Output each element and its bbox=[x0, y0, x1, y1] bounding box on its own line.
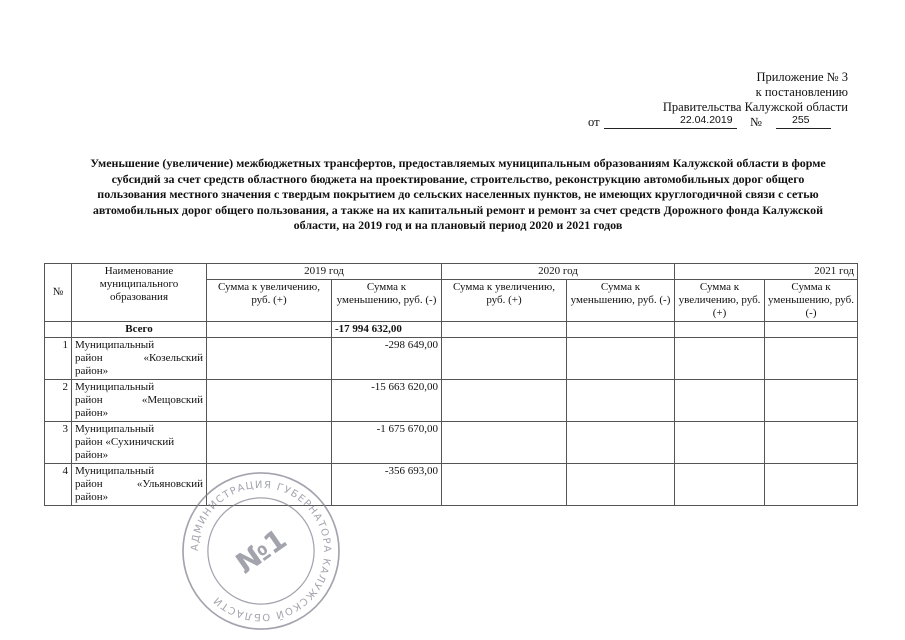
header-2019-decrease: Сумма к уменьшению, руб. (-) bbox=[332, 280, 442, 322]
row-number: 3 bbox=[45, 422, 72, 464]
appendix-line2: к постановлению bbox=[755, 85, 848, 99]
decree-reference bbox=[588, 115, 848, 132]
total-row bbox=[45, 322, 858, 338]
number-label: № bbox=[750, 115, 762, 129]
row-name bbox=[72, 338, 207, 380]
row-name-line: район» bbox=[75, 407, 109, 419]
header-2021-increase: Сумма к увеличению, руб. (+) bbox=[675, 280, 765, 322]
header-year-2019: 2019 год bbox=[207, 264, 442, 280]
header-name: Наименование муниципального образования bbox=[72, 264, 207, 322]
decree-number: 255 bbox=[792, 114, 810, 126]
table-row bbox=[45, 338, 858, 380]
row-name-line: Муниципальный bbox=[75, 465, 155, 477]
header-row-years bbox=[45, 264, 858, 280]
row-name-line: район «Козельский bbox=[75, 352, 203, 364]
table-row bbox=[45, 464, 858, 506]
stamp-center-number: №1 bbox=[229, 522, 293, 581]
total-2019-decrease: -17 994 632,00 bbox=[332, 322, 442, 338]
total-label: Всего bbox=[72, 322, 207, 338]
header-year-2021: 2021 год bbox=[675, 264, 858, 280]
appendix-line1: Приложение № 3 bbox=[756, 70, 848, 84]
stamp-center-group bbox=[230, 522, 293, 580]
table-row bbox=[45, 380, 858, 422]
row-2019-decrease: -1 675 670,00 bbox=[332, 422, 442, 464]
row-name-line: район «Ульяновский bbox=[75, 478, 203, 490]
row-2019-decrease: -298 649,00 bbox=[332, 338, 442, 380]
row-name-line: Муниципальный bbox=[75, 339, 155, 351]
header-2020-decrease: Сумма к уменьшению, руб. (-) bbox=[567, 280, 675, 322]
transfers-table bbox=[44, 263, 858, 506]
row-name bbox=[72, 422, 207, 464]
header-year-2020: 2020 год bbox=[442, 264, 675, 280]
row-name-line: район» bbox=[75, 449, 109, 461]
row-name-line: район» bbox=[75, 491, 109, 503]
header-number: № bbox=[45, 264, 72, 322]
row-number: 1 bbox=[45, 338, 72, 380]
header-2021-decrease: Сумма к уменьшению, руб. (-) bbox=[765, 280, 858, 322]
row-2019-decrease: -356 693,00 bbox=[332, 464, 442, 506]
row-number: 4 bbox=[45, 464, 72, 506]
official-stamp bbox=[178, 468, 344, 634]
decree-date: 22.04.2019 bbox=[680, 114, 733, 126]
number-underline bbox=[776, 128, 831, 129]
row-name-line: район «Сухиничский bbox=[75, 436, 175, 448]
row-number: 2 bbox=[45, 380, 72, 422]
appendix-block bbox=[588, 70, 848, 132]
document-title: Уменьшение (увеличение) межбюджетных трансфертов, предоставляемых муниципальным образованиям Калужской области в форме субсидий за счет средств областного бюджета на проектирование, строительство, реконструкцию автомобильных дорог общего пользования местного значения с твердым покрытием до сельских населенных пунктов, не имеющих круглогодичной связи с сетью автомобильных дорог общего пользования, а также на их капитальный ремонт и ремонт за счет средств Дорожного фонда Калужской области, на 2019 год и на плановый период 2020 и 2021 годов bbox=[90, 156, 826, 232]
row-2019-decrease: -15 663 620,00 bbox=[332, 380, 442, 422]
table-row bbox=[45, 422, 858, 464]
row-name bbox=[72, 380, 207, 422]
row-name-line: Муниципальный bbox=[75, 381, 155, 393]
row-name-line: район» bbox=[75, 365, 109, 377]
row-name-line: район «Мещовский bbox=[75, 394, 203, 406]
from-label: от bbox=[588, 115, 600, 129]
stamp-ring-textpath: АДМИНИСТРАЦИЯ ГУБЕРНАТОРА КАЛУЖСКОЙ ОБЛАСТИ bbox=[189, 479, 333, 623]
row-name-line: Муниципальный bbox=[75, 423, 155, 435]
date-underline bbox=[604, 128, 737, 129]
header-2019-increase: Сумма к увеличению, руб. (+) bbox=[207, 280, 332, 322]
header-2020-increase: Сумма к увеличению, руб. (+) bbox=[442, 280, 567, 322]
appendix-line3: Правительства Калужской области bbox=[662, 100, 848, 114]
